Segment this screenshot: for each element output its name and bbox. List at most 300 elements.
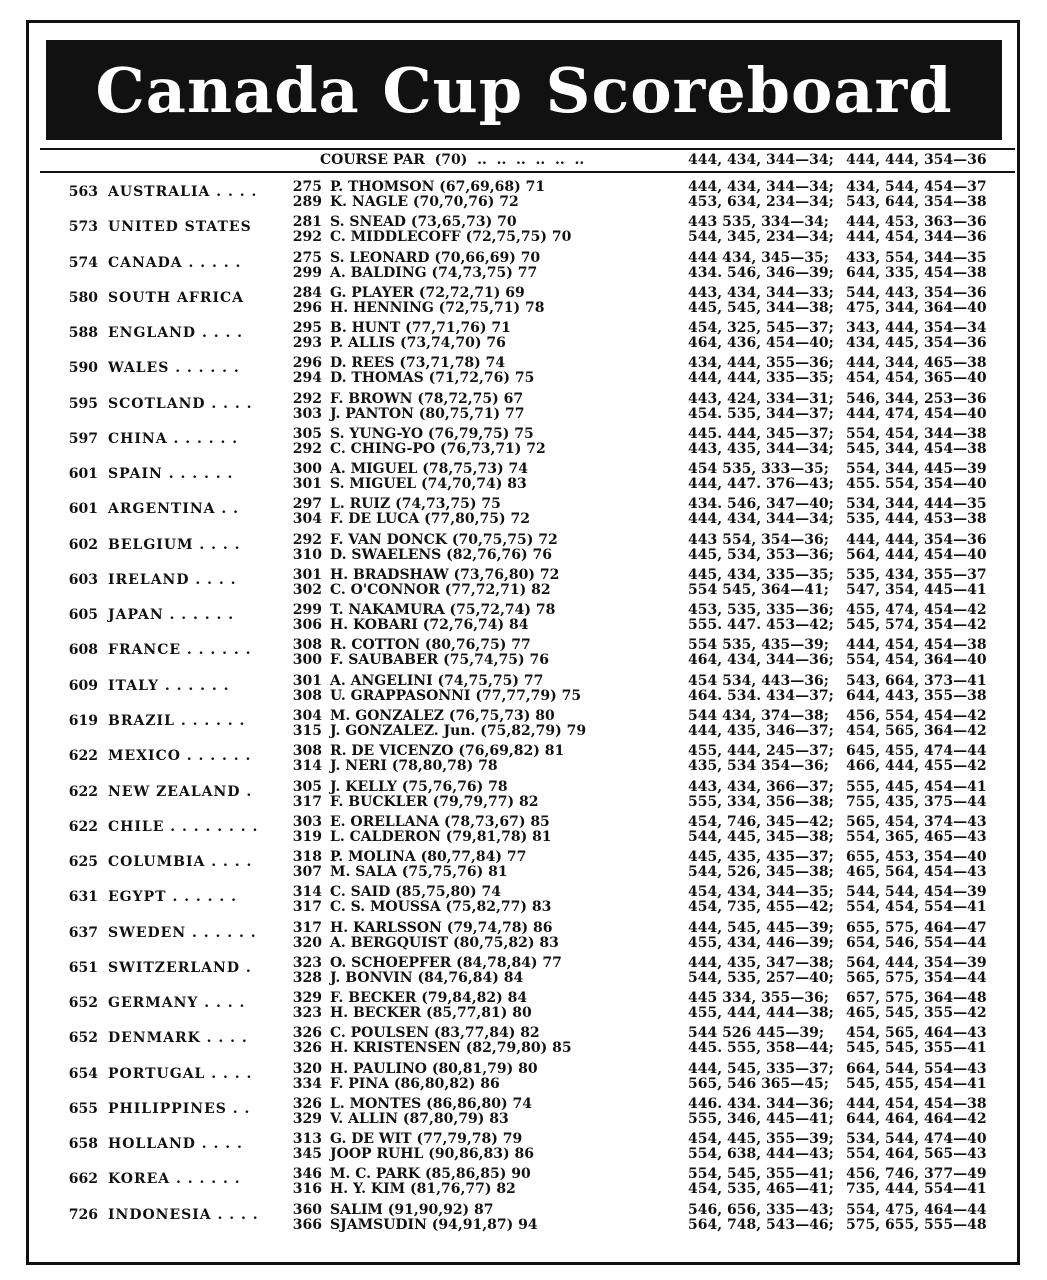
team-total: 652 <box>68 1030 98 1047</box>
player-total: 320 <box>292 1060 322 1077</box>
player-name: R. COTTON (80,76,75) 77 <box>330 637 531 654</box>
player-total: 314 <box>292 758 322 775</box>
player-line <box>290 743 987 760</box>
team-total: 580 <box>68 289 98 306</box>
player-line <box>290 1166 987 1183</box>
player-line <box>290 405 987 422</box>
player-line <box>290 919 987 936</box>
team-country: ARGENTINA . . <box>108 501 240 518</box>
player-name: H. KOBARI (72,76,74) 84 <box>330 617 529 634</box>
player-name: P. ALLIS (73,74,70) 76 <box>330 335 506 352</box>
team-total: 619 <box>68 712 98 729</box>
player-back-nine: 465, 545, 355—42 <box>846 1005 987 1022</box>
player-line <box>290 320 987 337</box>
team-total: 651 <box>68 959 98 976</box>
player-front-nine: 444, 545, 445—39; <box>688 919 834 936</box>
player-name: H. BECKER (85,77,81) 80 <box>330 1005 532 1022</box>
team-total: 595 <box>68 395 98 412</box>
team-row <box>40 672 1015 707</box>
player-front-nine: 544 434, 374—38; <box>688 707 829 724</box>
player-line <box>290 566 987 583</box>
player-front-nine: 454, 445, 355—39; <box>688 1131 834 1148</box>
player-line <box>290 1110 987 1127</box>
player-name: SJAMSUDIN (94,91,87) 94 <box>330 1216 538 1233</box>
player-front-nine: 443, 435, 344—34; <box>688 440 834 457</box>
player-back-nine: 554, 475, 464—44 <box>846 1201 987 1218</box>
team-row <box>40 566 1015 601</box>
player-name: A. MIGUEL (78,75,73) 74 <box>330 461 529 478</box>
player-front-nine: 546, 656, 335—43; <box>688 1201 834 1218</box>
player-name: SALIM (91,90,92) 87 <box>330 1201 494 1218</box>
player-line <box>290 249 987 266</box>
player-line <box>290 179 987 195</box>
player-name: G. DE WIT (77,79,78) 79 <box>330 1131 523 1148</box>
player-front-nine: 464. 534. 434—37; <box>688 687 834 704</box>
team-row <box>40 1165 1015 1200</box>
player-name: H. BRADSHAW (73,76,80) 72 <box>330 566 560 583</box>
team-total: 622 <box>68 818 98 835</box>
player-total: 305 <box>292 425 322 442</box>
player-name: C. S. MOUSSA (75,82,77) 83 <box>330 899 552 916</box>
player-total: 310 <box>292 546 322 563</box>
team-row <box>40 989 1015 1024</box>
player-front-nine: 444, 434, 344—34; <box>688 511 834 528</box>
player-name: C. CHING-PO (76,73,71) 72 <box>330 440 546 457</box>
player-total: 292 <box>292 390 322 407</box>
team-total: 602 <box>68 536 98 553</box>
team-row <box>40 848 1015 883</box>
player-front-nine: 443, 424, 334—31; <box>688 390 834 407</box>
player-name: H. KRISTENSEN (82,79,80) 85 <box>330 1040 572 1057</box>
player-back-nine: 454, 454, 365—40 <box>846 370 987 387</box>
player-line <box>290 264 987 281</box>
player-back-nine: 655, 575, 464—47 <box>846 919 987 936</box>
player-total: 326 <box>292 1025 322 1042</box>
player-total: 345 <box>292 1146 322 1163</box>
player-front-nine: 454, 735, 455—42; <box>688 899 834 916</box>
player-back-nine: 456, 746, 377—49 <box>846 1166 987 1183</box>
team-row <box>40 1024 1015 1059</box>
player-line <box>290 1216 987 1233</box>
player-back-nine: 465, 564, 454—43 <box>846 864 987 881</box>
player-front-nine: 555, 346, 445—41; <box>688 1110 834 1127</box>
player-line <box>290 884 987 901</box>
player-total: 307 <box>292 864 322 881</box>
player-line <box>290 1095 987 1112</box>
player-line <box>290 531 987 548</box>
player-total: 317 <box>292 793 322 810</box>
player-back-nine: 554, 365, 465—43 <box>846 828 987 845</box>
player-total: 302 <box>292 581 322 598</box>
player-name: F. VAN DONCK (70,75,75) 72 <box>330 531 558 548</box>
player-line <box>290 934 987 951</box>
team-country: CHILE . . . . . . . . <box>108 818 259 835</box>
player-total: 296 <box>292 299 322 316</box>
player-front-nine: 554 545, 364—41; <box>688 581 829 598</box>
team-row <box>40 495 1015 530</box>
player-front-nine: 444 434, 345—35; <box>688 249 829 266</box>
team-country: SWEDEN . . . . . . <box>108 924 257 941</box>
player-back-nine: 434, 445, 354—36 <box>846 335 987 352</box>
player-name: J. KELLY (75,76,76) 78 <box>330 778 508 795</box>
player-total: 295 <box>292 320 322 337</box>
player-total: 294 <box>292 370 322 387</box>
player-total: 301 <box>292 476 322 493</box>
page-title: Canada Cup Scoreboard <box>95 53 953 127</box>
player-front-nine: 443, 434, 366—37; <box>688 778 834 795</box>
team-country: SOUTH AFRICA <box>108 289 245 306</box>
player-line <box>290 1181 987 1198</box>
player-front-nine: 446. 434. 344—36; <box>688 1095 834 1112</box>
player-line <box>290 954 987 971</box>
player-name: S. LEONARD (70,66,69) 70 <box>330 249 541 266</box>
player-back-nine: 645, 455, 474—44 <box>846 743 987 760</box>
player-line <box>290 969 987 986</box>
player-total: 366 <box>292 1216 322 1233</box>
player-front-nine: 454. 535, 344—37; <box>688 405 834 422</box>
player-line <box>290 758 987 775</box>
player-back-nine: 444, 454, 454—38 <box>846 1095 987 1112</box>
player-front-nine: 455, 444, 245—37; <box>688 743 834 760</box>
player-name: J. PANTON (80,75,71) 77 <box>330 405 525 422</box>
team-country: EGYPT . . . . . . <box>108 889 238 906</box>
player-total: 329 <box>292 1110 322 1127</box>
player-line <box>290 214 987 231</box>
player-back-nine: 434, 544, 454—37 <box>846 179 987 195</box>
player-back-nine: 735, 444, 554—41 <box>846 1181 987 1198</box>
player-total: 318 <box>292 849 322 866</box>
team-total: 605 <box>68 607 98 624</box>
player-back-nine: 455, 474, 454—42 <box>846 602 987 619</box>
player-name: D. THOMAS (71,72,76) 75 <box>330 370 535 387</box>
team-row <box>40 1095 1015 1130</box>
player-total: 304 <box>292 511 322 528</box>
player-back-nine: 554, 454, 554—41 <box>846 899 987 916</box>
player-name: C. MIDDLECOFF (72,75,75) 70 <box>330 229 572 246</box>
player-line <box>290 194 987 210</box>
player-total: 360 <box>292 1201 322 1218</box>
player-name: M. GONZALEZ (76,75,73) 80 <box>330 707 555 724</box>
player-front-nine: 444, 444, 335—35; <box>688 370 834 387</box>
player-name: F. BECKER (79,84,82) 84 <box>330 990 528 1007</box>
player-total: 313 <box>292 1131 322 1148</box>
team-total: 588 <box>68 325 98 342</box>
player-line <box>290 440 987 457</box>
team-country: BRAZIL . . . . . . <box>108 712 246 729</box>
team-row <box>40 354 1015 389</box>
course-par-label: COURSE PAR (70) .. .. .. .. .. .. <box>320 152 585 168</box>
player-total: 284 <box>292 284 322 301</box>
player-back-nine: 565, 454, 374—43 <box>846 813 987 830</box>
team-country: COLUMBIA . . . . <box>108 854 253 871</box>
team-row <box>40 390 1015 425</box>
team-row <box>40 601 1015 636</box>
player-line <box>290 722 987 739</box>
player-back-nine: 575, 655, 555—48 <box>846 1216 987 1233</box>
player-total: 299 <box>292 602 322 619</box>
player-total: 292 <box>292 440 322 457</box>
player-line <box>290 652 987 669</box>
team-country: UNITED STATES <box>108 219 252 236</box>
player-total: 317 <box>292 899 322 916</box>
player-back-nine: 545, 545, 355—41 <box>846 1040 987 1057</box>
player-line <box>290 390 987 407</box>
team-row <box>40 813 1015 848</box>
player-front-nine: 544, 535, 257—40; <box>688 969 834 986</box>
team-results-list <box>40 178 1015 1236</box>
player-name: J. NERI (78,80,78) 78 <box>330 758 498 775</box>
player-back-nine: 644, 464, 464—42 <box>846 1110 987 1127</box>
player-total: 289 <box>292 194 322 210</box>
team-total: 609 <box>68 677 98 694</box>
player-line <box>290 793 987 810</box>
player-back-nine: 535, 434, 355—37 <box>846 566 987 583</box>
team-row <box>40 249 1015 284</box>
team-total: 654 <box>68 1065 98 1082</box>
player-total: 316 <box>292 1181 322 1198</box>
player-line <box>290 672 987 689</box>
team-total: 601 <box>68 501 98 518</box>
player-total: 326 <box>292 1040 322 1057</box>
player-front-nine: 554 535, 435—39; <box>688 637 829 654</box>
player-name: J. GONZALEZ. Jun. (75,82,79) 79 <box>330 722 587 739</box>
player-back-nine: 544, 443, 354—36 <box>846 284 987 301</box>
player-total: 297 <box>292 496 322 513</box>
team-total: 608 <box>68 642 98 659</box>
player-front-nine: 445 334, 355—36; <box>688 990 829 1007</box>
player-front-nine: 464, 436, 454—40; <box>688 335 834 352</box>
player-name: F. BROWN (78,72,75) 67 <box>330 390 524 407</box>
player-total: 317 <box>292 919 322 936</box>
player-back-nine: 564, 444, 454—40 <box>846 546 987 563</box>
player-name: A. BERGQUIST (80,75,82) 83 <box>330 934 559 951</box>
team-total: 652 <box>68 995 98 1012</box>
team-row <box>40 1060 1015 1095</box>
team-total: 601 <box>68 466 98 483</box>
player-total: 308 <box>292 637 322 654</box>
team-row <box>40 1130 1015 1165</box>
player-front-nine: 443 554, 354—36; <box>688 531 829 548</box>
team-total: 622 <box>68 748 98 765</box>
player-line <box>290 637 987 654</box>
player-line <box>290 1025 987 1042</box>
player-line <box>290 461 987 478</box>
player-front-nine: 445, 434, 335—35; <box>688 566 834 583</box>
player-name: C. SAID (85,75,80) 74 <box>330 884 501 901</box>
player-line <box>290 476 987 493</box>
course-par-back-nine: 444, 444, 354—36 <box>846 152 987 168</box>
player-name: H. HENNING (72,75,71) 78 <box>330 299 545 316</box>
course-par-front-nine: 444, 434, 344—34; <box>688 152 834 168</box>
player-name: H. Y. KIM (81,76,77) 82 <box>330 1181 516 1198</box>
team-row <box>40 213 1015 248</box>
team-country: ITALY . . . . . . <box>108 677 230 694</box>
player-name: S. SNEAD (73,65,73) 70 <box>330 214 517 231</box>
player-line <box>290 229 987 246</box>
player-back-nine: 433, 554, 344—35 <box>846 249 987 266</box>
team-total: 622 <box>68 783 98 800</box>
player-total: 320 <box>292 934 322 951</box>
player-line <box>290 899 987 916</box>
player-total: 326 <box>292 1095 322 1112</box>
player-total: 299 <box>292 264 322 281</box>
team-total: 574 <box>68 254 98 271</box>
player-total: 346 <box>292 1166 322 1183</box>
player-name: L. CALDERON (79,81,78) 81 <box>330 828 552 845</box>
player-front-nine: 455, 444, 444—38; <box>688 1005 834 1022</box>
team-total: 573 <box>68 219 98 236</box>
team-country: IRELAND . . . . <box>108 571 237 588</box>
player-back-nine: 547, 354, 445—41 <box>846 581 987 598</box>
player-total: 328 <box>292 969 322 986</box>
player-name: H. KARLSSON (79,74,78) 86 <box>330 919 553 936</box>
player-back-nine: 565, 575, 354—44 <box>846 969 987 986</box>
player-back-nine: 657, 575, 364—48 <box>846 990 987 1007</box>
player-total: 293 <box>292 335 322 352</box>
player-total: 275 <box>292 179 322 195</box>
player-back-nine: 664, 544, 554—43 <box>846 1060 987 1077</box>
team-row <box>40 742 1015 777</box>
player-line <box>290 355 987 372</box>
player-back-nine: 554, 464, 565—43 <box>846 1146 987 1163</box>
player-name: P. MOLINA (80,77,84) 77 <box>330 849 527 866</box>
player-front-nine: 445, 435, 435—37; <box>688 849 834 866</box>
player-back-nine: 444, 453, 363—36 <box>846 214 987 231</box>
player-front-nine: 444, 434, 344—34; <box>688 179 834 195</box>
player-line <box>290 828 987 845</box>
team-total: 603 <box>68 571 98 588</box>
player-total: 308 <box>292 687 322 704</box>
player-front-nine: 443 535, 334—34; <box>688 214 829 231</box>
player-total: 304 <box>292 707 322 724</box>
player-name: T. NAKAMURA (75,72,74) 78 <box>330 602 556 619</box>
player-line <box>290 1201 987 1218</box>
player-back-nine: 554, 454, 344—38 <box>846 425 987 442</box>
player-name: S. YUNG-YO (76,79,75) 75 <box>330 425 534 442</box>
player-total: 301 <box>292 566 322 583</box>
player-line <box>290 1075 987 1092</box>
player-name: F. PINA (86,80,82) 86 <box>330 1075 500 1092</box>
player-total: 303 <box>292 813 322 830</box>
team-country: CHINA . . . . . . <box>108 430 239 447</box>
player-total: 301 <box>292 672 322 689</box>
player-front-nine: 555, 334, 356—38; <box>688 793 834 810</box>
team-country: NEW ZEALAND . <box>108 783 253 800</box>
team-country: SWITZERLAND . <box>108 959 252 976</box>
player-line <box>290 546 987 563</box>
player-line <box>290 335 987 352</box>
player-back-nine: 456, 554, 454—42 <box>846 707 987 724</box>
player-total: 319 <box>292 828 322 845</box>
player-front-nine: 464, 434, 344—36; <box>688 652 834 669</box>
team-country: BELGIUM . . . . <box>108 536 241 553</box>
player-front-nine: 454, 434, 344—35; <box>688 884 834 901</box>
player-line <box>290 602 987 619</box>
team-country: SCOTLAND . . . . <box>108 395 253 412</box>
player-line <box>290 813 987 830</box>
player-name: H. PAULINO (80,81,79) 80 <box>330 1060 538 1077</box>
player-name: E. ORELLANA (78,73,67) 85 <box>330 813 550 830</box>
team-total: 658 <box>68 1136 98 1153</box>
player-line <box>290 370 987 387</box>
player-front-nine: 453, 535, 335—36; <box>688 602 834 619</box>
team-country: ENGLAND . . . . <box>108 325 244 342</box>
player-name: G. PLAYER (72,72,71) 69 <box>330 284 525 301</box>
player-total: 314 <box>292 884 322 901</box>
team-country: JAPAN . . . . . . <box>108 607 235 624</box>
team-row <box>40 707 1015 742</box>
player-back-nine: 543, 644, 354—38 <box>846 194 987 210</box>
player-name: B. HUNT (77,71,76) 71 <box>330 320 511 337</box>
player-back-nine: 644, 443, 355—38 <box>846 687 987 704</box>
player-total: 323 <box>292 1005 322 1022</box>
team-country: AUSTRALIA . . . . <box>108 184 258 200</box>
player-front-nine: 544, 345, 234—34; <box>688 229 834 246</box>
player-front-nine: 455, 434, 446—39; <box>688 934 834 951</box>
player-line <box>290 990 987 1007</box>
player-line <box>290 617 987 634</box>
player-line <box>290 778 987 795</box>
player-front-nine: 454, 325, 545—37; <box>688 320 834 337</box>
team-row <box>40 883 1015 918</box>
player-back-nine: 546, 344, 253—36 <box>846 390 987 407</box>
player-back-nine: 475, 344, 364—40 <box>846 299 987 316</box>
course-par-row <box>40 150 1015 170</box>
team-country: HOLLAND . . . . <box>108 1136 243 1153</box>
player-name: C. POULSEN (83,77,84) 82 <box>330 1025 540 1042</box>
player-name: D. REES (73,71,78) 74 <box>330 355 506 372</box>
player-back-nine: 545, 455, 454—41 <box>846 1075 987 1092</box>
player-line <box>290 425 987 442</box>
player-front-nine: 453, 634, 234—34; <box>688 194 834 210</box>
team-country: GERMANY . . . . <box>108 995 246 1012</box>
player-total: 296 <box>292 355 322 372</box>
par-rule <box>40 171 1015 173</box>
player-front-nine: 434. 546, 347—40; <box>688 496 834 513</box>
player-line <box>290 284 987 301</box>
team-country: SPAIN . . . . . . <box>108 466 234 483</box>
player-line <box>290 687 987 704</box>
player-front-nine: 444, 545, 335—37; <box>688 1060 834 1077</box>
player-back-nine: 655, 453, 354—40 <box>846 849 987 866</box>
player-back-nine: 466, 444, 455—42 <box>846 758 987 775</box>
player-total: 308 <box>292 743 322 760</box>
team-row <box>40 178 1015 213</box>
player-back-nine: 554, 344, 445—39 <box>846 461 987 478</box>
team-country: PHILIPPINES . . <box>108 1100 251 1117</box>
team-row <box>40 284 1015 319</box>
player-total: 306 <box>292 617 322 634</box>
player-total: 292 <box>292 229 322 246</box>
player-total: 292 <box>292 531 322 548</box>
player-name: F. SAUBABER (75,74,75) 76 <box>330 652 549 669</box>
player-front-nine: 443, 434, 344—33; <box>688 284 834 301</box>
player-back-nine: 534, 544, 474—40 <box>846 1131 987 1148</box>
player-name: D. SWAELENS (82,76,76) 76 <box>330 546 552 563</box>
team-country: MEXICO . . . . . . <box>108 748 252 765</box>
team-row <box>40 531 1015 566</box>
player-name: L. MONTES (86,86,80) 74 <box>330 1095 532 1112</box>
player-name: J. BONVIN (84,76,84) 84 <box>330 969 524 986</box>
player-name: F. BUCKLER (79,79,77) 82 <box>330 793 539 810</box>
player-front-nine: 565, 546 365—45; <box>688 1075 829 1092</box>
player-back-nine: 343, 444, 354—34 <box>846 320 987 337</box>
player-back-nine: 454, 565, 464—43 <box>846 1025 987 1042</box>
player-back-nine: 444, 454, 454—38 <box>846 637 987 654</box>
player-back-nine: 545, 574, 354—42 <box>846 617 987 634</box>
player-name: O. SCHOEPFER (84,78,84) 77 <box>330 954 562 971</box>
player-name: P. THOMSON (67,69,68) 71 <box>330 179 546 195</box>
